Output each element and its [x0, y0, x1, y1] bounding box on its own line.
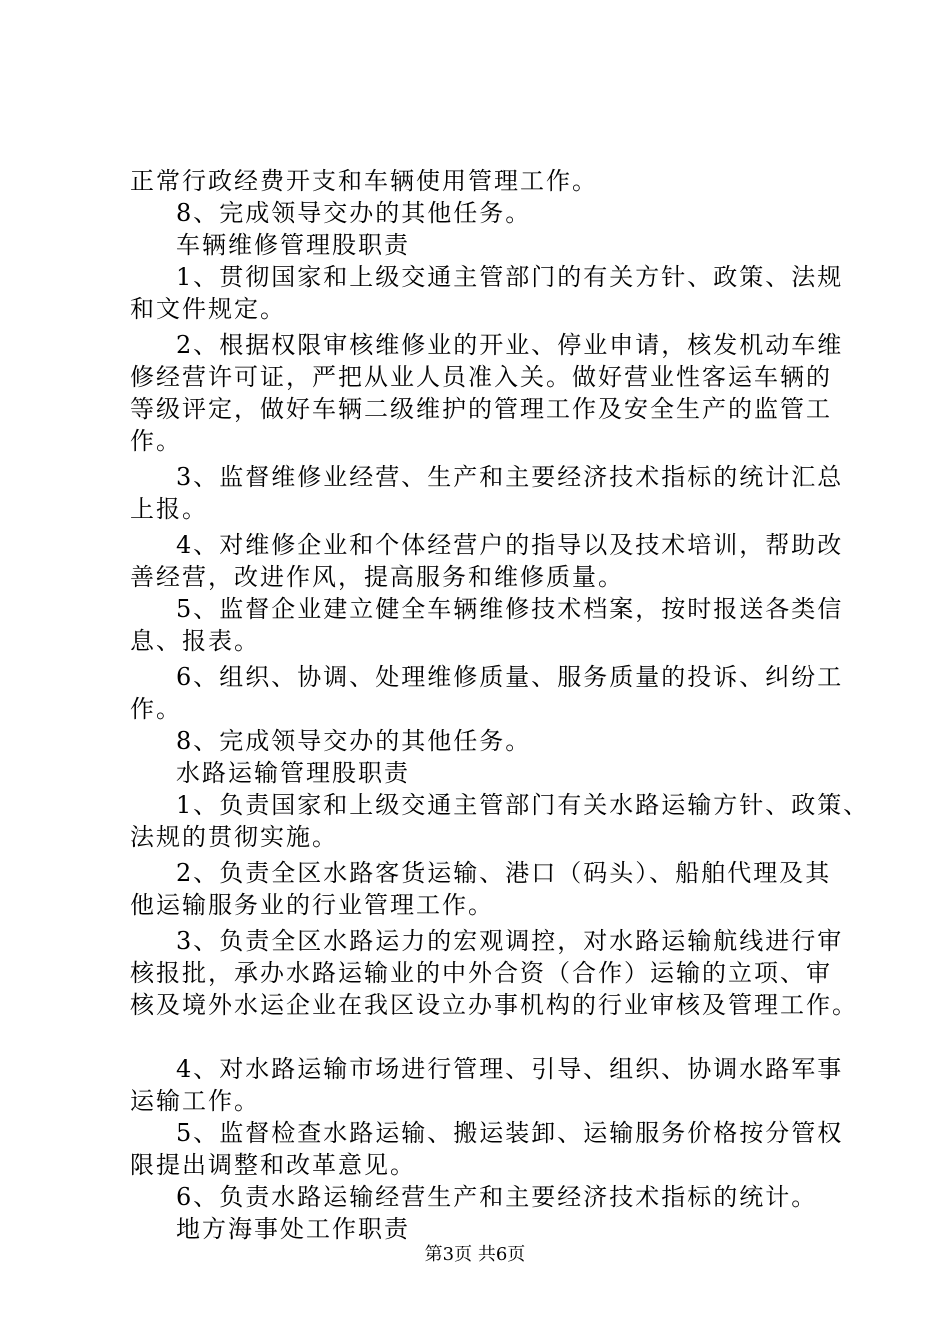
- text-line: 5、监督检查水路运输、搬运装卸、运输服务价格按分管权: [176, 1119, 844, 1147]
- text-line: 作。: [130, 427, 182, 455]
- text-line: 2、负责全区水路客货运输、港口（码头）、船舶代理及其: [176, 859, 832, 887]
- text-line: 等级评定，做好车辆二级维护的管理工作及安全生产的监管工: [130, 395, 832, 423]
- text-line: 正常行政经费开支和车辆使用管理工作。: [130, 167, 598, 195]
- text-line: 运输工作。: [130, 1087, 260, 1115]
- text-line: 8、完成领导交办的其他任务。: [176, 727, 532, 755]
- text-line: 修经营许可证，严把从业人员准入关。做好营业性客运车辆的: [130, 363, 832, 391]
- section-heading: 地方海事处工作职责: [176, 1215, 410, 1243]
- text-line: 核报批，承办水路运输业的中外合资（合作）运输的立项、审: [130, 959, 832, 987]
- text-line: 3、监督维修业经营、生产和主要经济技术指标的统计汇总: [176, 463, 844, 491]
- text-line: 4、对维修企业和个体经营户的指导以及技术培训，帮助改: [176, 531, 844, 559]
- text-line: 3、负责全区水路运力的宏观调控，对水路运输航线进行审: [176, 927, 844, 955]
- text-line: 限提出调整和改革意见。: [130, 1151, 416, 1179]
- text-line: 和文件规定。: [130, 295, 286, 323]
- text-line: 作。: [130, 695, 182, 723]
- document-body: [130, 165, 870, 1245]
- text-line: 5、监督企业建立健全车辆维修技术档案，按时报送各类信: [176, 595, 844, 623]
- text-line: 6、负责水路运输经营生产和主要经济技术指标的统计。: [176, 1183, 818, 1211]
- section-heading: 水路运输管理股职责: [176, 759, 410, 787]
- page-footer: 第3页 共6页: [424, 1244, 526, 1265]
- section-heading: 车辆维修管理股职责: [176, 231, 410, 259]
- text-line: 息、报表。: [130, 627, 260, 655]
- text-line: 1、负责国家和上级交通主管部门有关水路运输方针、政策、: [176, 791, 870, 819]
- text-line: 8、完成领导交办的其他任务。: [176, 199, 532, 227]
- text-line: 1、贯彻国家和上级交通主管部门的有关方针、政策、法规: [176, 263, 844, 291]
- text-line: 善经营，改进作风，提高服务和维修质量。: [130, 563, 624, 591]
- text-line: 2、根据权限审核维修业的开业、停业申请，核发机动车维: [176, 331, 844, 359]
- text-line: 4、对水路运输市场进行管理、引导、组织、协调水路军事: [176, 1055, 844, 1083]
- text-line: 核及境外水运企业在我区设立办事机构的行业审核及管理工作。: [130, 991, 858, 1019]
- text-line: 法规的贯彻实施。: [130, 823, 338, 851]
- text-line: 6、组织、协调、处理维修质量、服务质量的投诉、纠纷工: [176, 663, 844, 691]
- text-line: 他运输服务业的行业管理工作。: [130, 891, 494, 919]
- text-line: 上报。: [130, 495, 208, 523]
